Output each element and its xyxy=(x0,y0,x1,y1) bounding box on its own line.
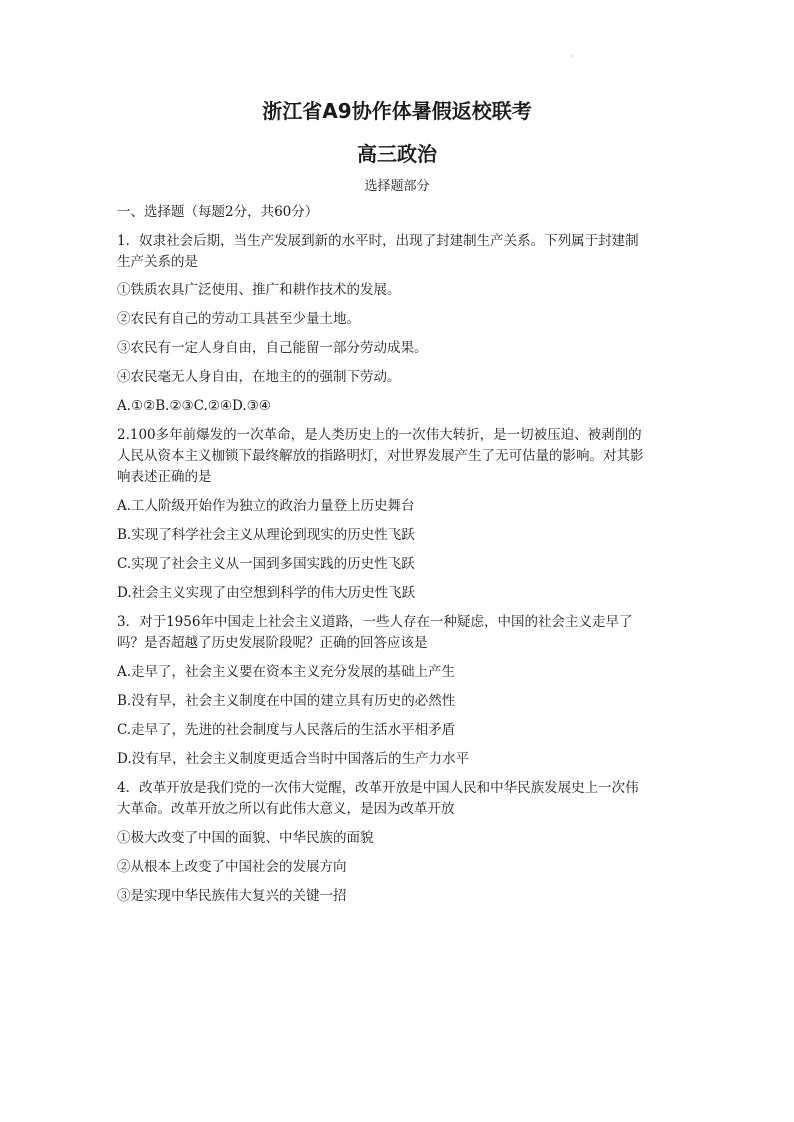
option-b: B.实现了科学社会主义从理论到现实的历史性飞跃 xyxy=(117,527,415,543)
text-line: 人民从资本主义枷锁下最终解放的指路明灯，对世界发展产生了无可估量的影响。对其影 xyxy=(117,448,644,464)
page-dot: · xyxy=(570,52,573,61)
text-line: 大革命。改革开放之所以有此伟大意义，是因为改革开放 xyxy=(117,801,455,817)
answer-options: A.①②B.②③C.②④D.③④ xyxy=(117,398,271,414)
subject-title: 高三政治 xyxy=(357,142,437,166)
text-line: 4．改革开放是我们党的一次伟大觉醒，改革开放是中国人民和中华民族发展史上一次伟 xyxy=(117,780,639,796)
option-b: B.没有早，社会主义制度在中国的建立具有历史的必然性 xyxy=(117,693,456,709)
text-line: ②从根本上改变了中国社会的发展方向 xyxy=(117,859,347,875)
text-line: 3．对于1956年中国走上社会主义道路，一些人存在一种疑虑，中国的社会主义走早了 xyxy=(117,614,633,630)
text-line: ①铁质农具广泛使用、推广和耕作技术的发展。 xyxy=(117,282,401,298)
text-line: ②农民有自己的劳动工具甚至少量土地。 xyxy=(117,311,360,327)
text-line: 生产关系的是 xyxy=(117,254,198,270)
option-a: A.走早了，社会主义要在资本主义充分发展的基础上产生 xyxy=(117,664,456,680)
text-line: 一、选择题（每题2分，共60分） xyxy=(117,204,319,220)
text-line: 2.100多年前爆发的一次革命，是人类历史上的一次伟大转折，是一切被压迫、被剥削的 xyxy=(117,427,642,443)
text-line: ①极大改变了中国的面貌、中华民族的面貌 xyxy=(117,830,374,846)
section-title: 选择题部分 xyxy=(364,179,430,194)
option-d: D.社会主义实现了由空想到科学的伟大历史性飞跃 xyxy=(117,585,416,601)
option-c: C.实现了社会主义从一国到多国实践的历史性飞跃 xyxy=(117,556,415,572)
option-a: A.工人阶级开始作为独立的政治力量登上历史舞台 xyxy=(117,498,415,514)
text-line: ④农民毫无人身自由，在地主的的强制下劳动。 xyxy=(117,369,401,385)
exam-title: 浙江省A9协作体暑假返校联考 xyxy=(262,99,532,123)
text-line: ③是实现中华民族伟大复兴的关键一招 xyxy=(117,888,347,904)
text-line: ③农民有一定人身自由，自己能留一部分劳动成果。 xyxy=(117,340,428,356)
option-d: D.没有早，社会主义制度更适合当时中国落后的生产力水平 xyxy=(117,751,470,767)
text-line: 响表述正确的是 xyxy=(117,469,212,485)
option-c: C.走早了，先进的社会制度与人民落后的生活水平相矛盾 xyxy=(117,722,456,738)
text-line: 1．奴隶社会后期，当生产发展到新的水平时，出现了封建制生产关系。下列属于封建制 xyxy=(117,233,639,249)
text-line: 吗？是否超越了历史发展阶段呢？正确的回答应该是 xyxy=(117,635,428,651)
